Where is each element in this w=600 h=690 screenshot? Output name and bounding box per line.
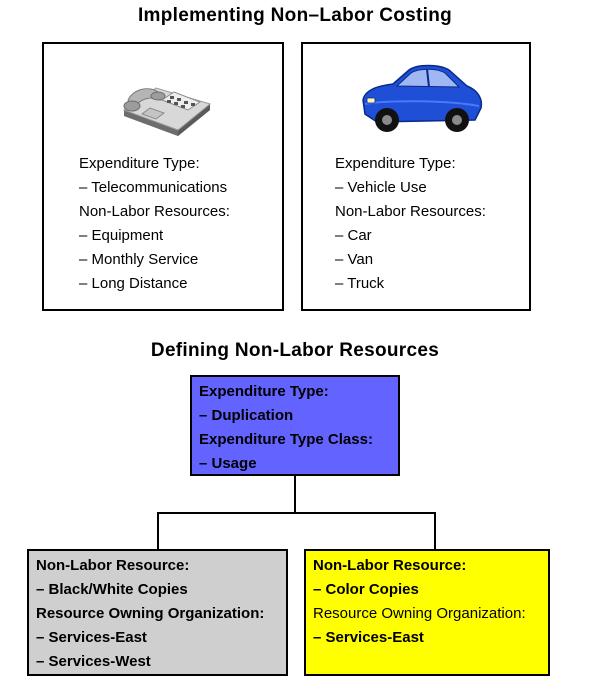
resource-item: – Long Distance: [79, 275, 188, 292]
non-labor-resources-label: Non-Labor Resources:: [79, 203, 230, 220]
non-labor-resource-label: Non-Labor Resource:: [313, 557, 467, 574]
resource-item: – Truck: [335, 275, 385, 292]
resource-item: – Car: [335, 227, 372, 244]
non-labor-resource-value: – Color Copies: [313, 581, 419, 598]
owning-organization-value: – Services-West: [36, 653, 151, 670]
expenditure-type-label: Expenditure Type:: [335, 155, 456, 172]
expenditure-type-value: – Telecommunications: [79, 179, 228, 196]
resource-item: – Van: [335, 251, 374, 268]
expenditure-type-label: Expenditure Type:: [79, 155, 200, 172]
expenditure-type-class-label: Expenditure Type Class:: [199, 431, 373, 448]
expenditure-type-class-value: – Usage: [199, 455, 257, 472]
owning-organization-label: Resource Owning Organization:: [36, 605, 265, 622]
owning-organization-label: Resource Owning Organization:: [313, 605, 526, 622]
implementing-title: Implementing Non–Labor Costing: [137, 5, 453, 26]
owning-organization-value: – Services-East: [313, 629, 424, 646]
color-copies-box: [304, 549, 550, 676]
non-labor-resources-label: Non-Labor Resources:: [335, 203, 486, 220]
resource-item: – Equipment: [79, 227, 164, 244]
resource-item: – Monthly Service: [79, 251, 199, 268]
defining-title: Defining Non-Labor Resources: [150, 340, 440, 361]
non-labor-resource-label: Non-Labor Resource:: [36, 557, 190, 574]
black-white-copies-box: [27, 549, 288, 676]
non-labor-resource-value: – Black/White Copies: [36, 581, 188, 598]
expenditure-type-value: – Duplication: [199, 407, 294, 424]
expenditure-type-label: Expenditure Type:: [199, 383, 329, 400]
expenditure-type-value: – Vehicle Use: [335, 179, 427, 196]
duplication-expenditure-box: [190, 375, 400, 476]
owning-organization-value: – Services-East: [36, 629, 147, 646]
